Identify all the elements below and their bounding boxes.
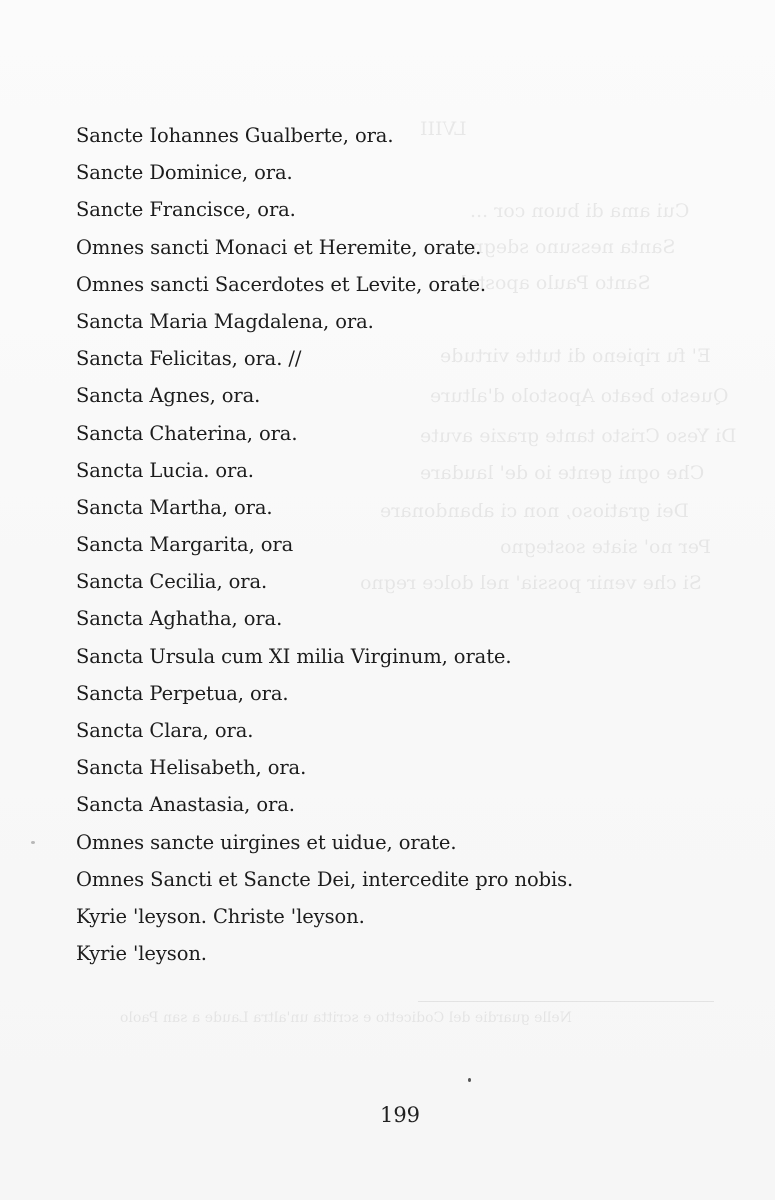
litany-line: Sancta Margarita, ora bbox=[76, 533, 294, 557]
litany-line: Sancta Anastasia, ora. bbox=[76, 793, 295, 817]
litany-line: Sancta Lucia. ora. bbox=[76, 458, 254, 482]
litany-line: Sancte Francisce, ora. bbox=[76, 198, 296, 222]
litany-line: Sancta Cecilia, ora. bbox=[76, 570, 268, 594]
litany-line: Kyrie 'leyson. bbox=[76, 942, 207, 966]
litany-line: Sancta Martha, ora. bbox=[76, 495, 273, 519]
litany-line: Sancta Maria Magdalena, ora. bbox=[76, 309, 374, 333]
bleed-through-text: Santa nessuno sdegno bbox=[460, 236, 676, 258]
litany-line: Sancta Felicitas, ora. // bbox=[76, 347, 302, 371]
litany-line: Sancta Helisabeth, ora. bbox=[76, 756, 307, 780]
bleed-through-text: Cui ama di buon cor ... bbox=[470, 200, 690, 222]
litany-line: Sancta Perpetua, ora. bbox=[76, 681, 289, 705]
footnote-rule bbox=[418, 1001, 714, 1002]
litany-text bbox=[76, 117, 573, 972]
litany-line: Omnes sancte uirgines et uidue, orate. bbox=[76, 830, 457, 854]
bleed-through-text: Santo Paulo apostol bbox=[460, 272, 651, 294]
litany-line: Omnes sancti Monaci et Heremite, orate. bbox=[76, 235, 482, 259]
litany-line: Omnes Sancti et Sancte Dei, intercedite pro nobis. bbox=[76, 867, 574, 891]
bleed-through-text: Per no' siate sostegno bbox=[500, 536, 711, 558]
ink-speck bbox=[468, 1078, 471, 1082]
bleed-through-text: LVIII bbox=[420, 118, 467, 140]
litany-line: Sancte Dominice, ora. bbox=[76, 161, 293, 185]
bleed-through-text: Questo beato Apostolo d'alture bbox=[430, 385, 729, 407]
litany-line: Sancta Ursula cum XI milia Virginum, orate. bbox=[76, 644, 512, 668]
bleed-through-text: Dei gratioso, non ci abandonare bbox=[380, 500, 689, 522]
bleed-through-text: E' fu ripieno di tutte virtude bbox=[440, 345, 711, 367]
bleed-through-text: Che ogni gente io de' laudare bbox=[420, 462, 705, 484]
litany-line: Sancta Aghatha, ora. bbox=[76, 607, 283, 631]
litany-line: Sancta Clara, ora. bbox=[76, 719, 254, 742]
litany-line: Sancta Agnes, ora. bbox=[76, 384, 261, 408]
litany-line: Sancte Iohannes Gualberte, ora. bbox=[76, 124, 394, 147]
bleed-through-text: Si che venir possia' nel dolce regno bbox=[360, 572, 702, 594]
ink-speck bbox=[31, 841, 35, 844]
litany-line: Omnes sancti Sacerdotes et Levite, orate. bbox=[76, 272, 486, 296]
litany-line: Sancta Chaterina, ora. bbox=[76, 421, 298, 445]
bleed-through-text: Di Yeso Cristo tante grazie avute bbox=[420, 425, 737, 447]
page-number: 199 bbox=[379, 1103, 421, 1127]
bleed-through-text: Nelle guardie del Codicetto e scritta un'altra Laude a san Paolo bbox=[120, 1010, 572, 1026]
litany-line: Kyrie 'leyson. Christe 'leyson. bbox=[76, 904, 365, 928]
